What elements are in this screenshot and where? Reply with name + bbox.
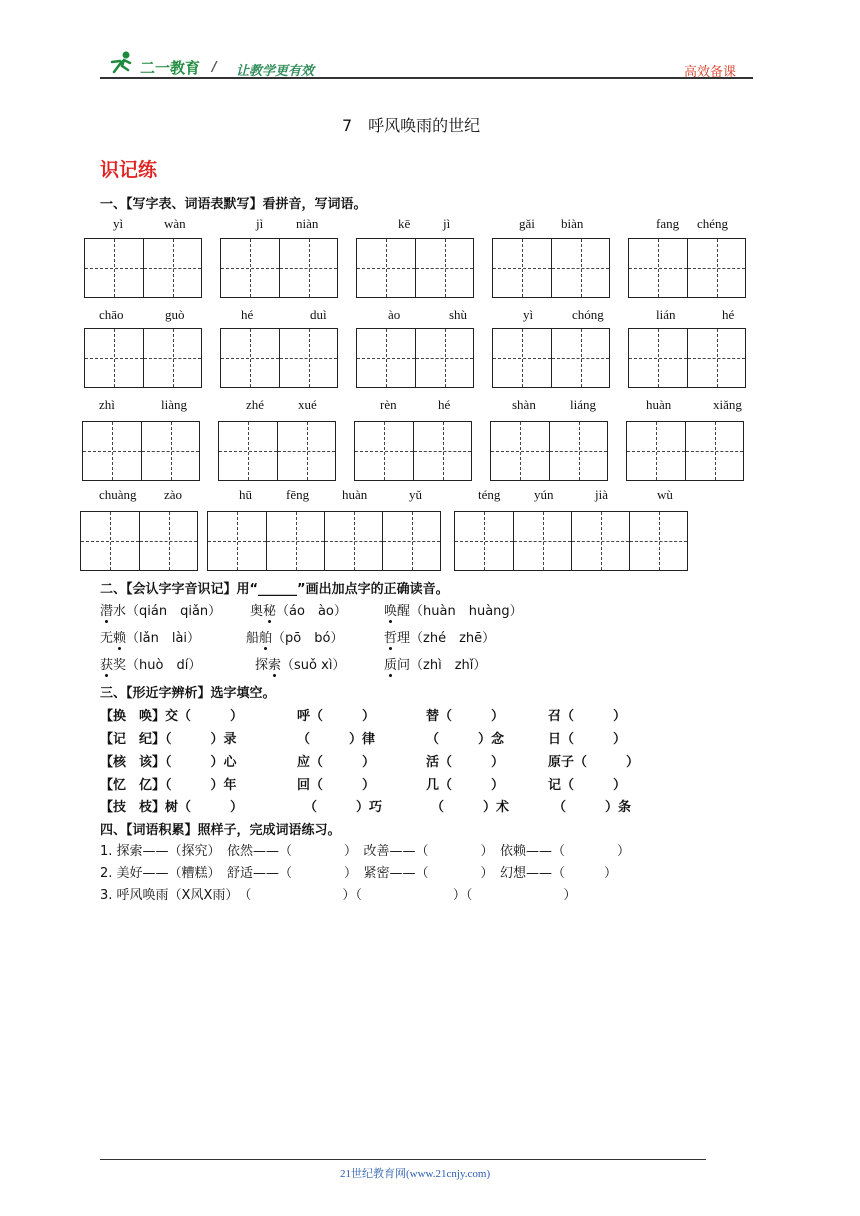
pinyin: xué [298, 397, 317, 412]
plain-char: 奖 [113, 658, 127, 673]
writing-grid[interactable] [82, 421, 200, 481]
dotted-char: 赖 [113, 627, 126, 646]
q3-cell[interactable]: （ ）术 [431, 800, 510, 815]
q4-line-1[interactable]: 1. 探索——（探究） 依然——（ ） 改善——（ ） 依赖——（ ） [100, 844, 631, 859]
pinyin: fang [656, 216, 680, 231]
writing-grid[interactable] [454, 511, 688, 571]
plain-char: 探 [255, 658, 269, 673]
q2-item [384, 654, 486, 673]
writing-grid[interactable] [220, 328, 338, 388]
q3-cell[interactable]: 【记 纪】（ ）录 [100, 732, 237, 747]
writing-grid[interactable] [207, 511, 441, 571]
pinyin: zhì [99, 397, 115, 412]
q1-heading: 一、【写字表、词语表默写】看拼音，写词语。 [100, 197, 367, 212]
plain-char: 水 [113, 604, 127, 619]
pinyin: chéng [697, 216, 729, 231]
reading-options[interactable]: （lǎn lài） [126, 631, 201, 646]
pinyin: guò [165, 307, 185, 322]
header-separator: / [212, 60, 217, 75]
pinyin: yún [534, 487, 554, 502]
writing-grid[interactable] [626, 421, 744, 481]
plain-char: 问 [397, 658, 411, 673]
pinyin: zào [164, 487, 183, 502]
q4-line-2[interactable]: 2. 美好——（糟糕） 舒适——（ ） 紧密——（ ） 幻想——（ ） [100, 866, 618, 881]
reading-options[interactable]: （suǒ xì） [281, 658, 346, 673]
q3-cell[interactable]: 【核 该】（ ）心 [100, 755, 237, 770]
q2-item [100, 627, 200, 646]
pinyin: duì [310, 307, 327, 322]
q4-heading: 四、【词语积累】照样子，完成词语练习。 [100, 823, 341, 838]
pinyin: liàng [161, 397, 187, 412]
plain-char: 理 [397, 631, 411, 646]
header-divider [100, 77, 753, 79]
pinyin: hé [438, 397, 451, 412]
runner-logo-icon [108, 50, 136, 74]
pinyin: huàn [646, 397, 672, 412]
pinyin: hū [239, 487, 252, 502]
brand-logo: 二一教育 [140, 59, 201, 77]
pinyin: kē [398, 216, 411, 231]
q3-cell[interactable]: （ ）巧 [304, 800, 383, 815]
pinyin: rèn [380, 397, 397, 412]
q3-cell[interactable]: 活（ ） [426, 755, 505, 770]
dotted-char: 舶 [259, 627, 272, 646]
pinyin: xiǎng [713, 397, 742, 412]
q3-cell[interactable]: 【技 枝】树（ ） [100, 800, 244, 815]
pinyin: biàn [561, 216, 584, 231]
writing-grid[interactable] [492, 328, 610, 388]
writing-grid[interactable] [354, 421, 472, 481]
pinyin: chuàng [99, 487, 137, 502]
pinyin: lián [656, 307, 676, 322]
writing-grid[interactable] [356, 238, 474, 298]
pinyin: yì [113, 216, 124, 231]
q3-cell[interactable]: 替（ ） [426, 709, 505, 724]
header-slogan: 让教学更有效 [236, 64, 315, 79]
section-title: 识记练 [100, 159, 158, 181]
writing-grid[interactable] [84, 238, 202, 298]
reading-options[interactable]: （zhé zhē） [410, 631, 496, 646]
q3-cell[interactable]: 日（ ） [548, 732, 627, 747]
reading-options[interactable]: （huàn huàng） [410, 604, 523, 619]
q3-cell[interactable]: （ ）条 [553, 800, 632, 815]
q3-cell[interactable]: 【忆 亿】（ ）年 [100, 778, 237, 793]
pinyin: hé [241, 307, 254, 322]
reading-options[interactable]: （zhì zhǐ） [410, 658, 487, 673]
footer-divider [100, 1159, 706, 1160]
page-title: 7 呼风唤雨的世纪 [342, 116, 481, 135]
plain-char: 无 [100, 631, 114, 646]
q3-heading: 三、【形近字辨析】选字填空。 [100, 686, 276, 701]
pinyin: chóng [572, 307, 604, 322]
q3-cell[interactable]: 几（ ） [426, 778, 505, 793]
dotted-char: 潜 [100, 600, 113, 619]
pinyin: wàn [164, 216, 186, 231]
q4-line-3[interactable]: 3. 呼风唤雨（X风X雨） （ ）（ ）（ ） [100, 888, 577, 903]
writing-grid[interactable] [628, 328, 746, 388]
writing-grid[interactable] [628, 238, 746, 298]
q3-cell[interactable]: 记（ ） [548, 778, 627, 793]
pinyin: chāo [99, 307, 124, 322]
reading-options[interactable]: （huò dí） [126, 658, 202, 673]
pinyin: jì [443, 216, 451, 231]
pinyin: téng [478, 487, 501, 502]
pinyin: gǎi [519, 216, 535, 231]
dotted-char: 获 [100, 654, 113, 673]
pinyin: huàn [342, 487, 368, 502]
writing-grid[interactable] [218, 421, 336, 481]
q3-cell[interactable]: 回（ ） [297, 778, 376, 793]
q2-heading: 二、【会认字字音识记】用“______”画出加点字的正确读音。 [100, 582, 449, 597]
q3-cell[interactable]: （ ）念 [426, 732, 505, 747]
pinyin: wù [657, 487, 673, 502]
writing-grid[interactable] [490, 421, 608, 481]
pinyin: niàn [296, 216, 319, 231]
pinyin: hé [722, 307, 735, 322]
pinyin: shàn [512, 397, 536, 412]
q2-item [246, 627, 343, 646]
dotted-char: 质 [384, 654, 397, 673]
reading-options[interactable]: （áo ào） [276, 604, 347, 619]
dotted-char: 索 [268, 654, 281, 673]
q3-cell[interactable]: （ ）律 [297, 732, 376, 747]
q2-item [384, 627, 495, 646]
q3-cell[interactable]: 原子（ ） [548, 755, 640, 770]
plain-char: 奥 [250, 604, 264, 619]
writing-grid[interactable] [84, 328, 202, 388]
q2-item [255, 654, 345, 673]
plain-char: 船 [246, 631, 260, 646]
q2-item [100, 654, 201, 673]
pinyin: fēng [286, 487, 310, 502]
pinyin: yǔ [409, 487, 422, 502]
q3-cell[interactable]: 召（ ） [548, 709, 627, 724]
q3-cell[interactable]: 应（ ） [297, 755, 376, 770]
header-tag: 高效备课 [684, 65, 737, 80]
pinyin: yì [523, 307, 534, 322]
pinyin: shù [449, 307, 468, 322]
writing-grid[interactable] [80, 511, 198, 571]
q2-item [250, 600, 347, 619]
q3-cell[interactable]: 呼（ ） [297, 709, 376, 724]
dotted-char: 秘 [263, 600, 276, 619]
footer-link[interactable]: 21世纪教育网(www.21cnjy.com) [340, 1168, 491, 1180]
dotted-char: 哲 [384, 627, 397, 646]
writing-grid[interactable] [492, 238, 610, 298]
pinyin: jì [256, 216, 264, 231]
dotted-char: 唤 [384, 600, 397, 619]
plain-char: 醒 [397, 604, 411, 619]
pinyin: jià [595, 487, 608, 502]
writing-grid[interactable] [356, 328, 474, 388]
writing-grid[interactable] [220, 238, 338, 298]
reading-options[interactable]: （qián qiǎn） [126, 604, 222, 619]
q2-item [384, 600, 523, 619]
q3-cell[interactable]: 【换 唤】交（ ） [100, 709, 244, 724]
pinyin: liáng [570, 397, 596, 412]
pinyin: ào [388, 307, 401, 322]
q2-item [100, 600, 221, 619]
reading-options[interactable]: （pō bó） [272, 631, 344, 646]
pinyin: zhé [246, 397, 265, 412]
